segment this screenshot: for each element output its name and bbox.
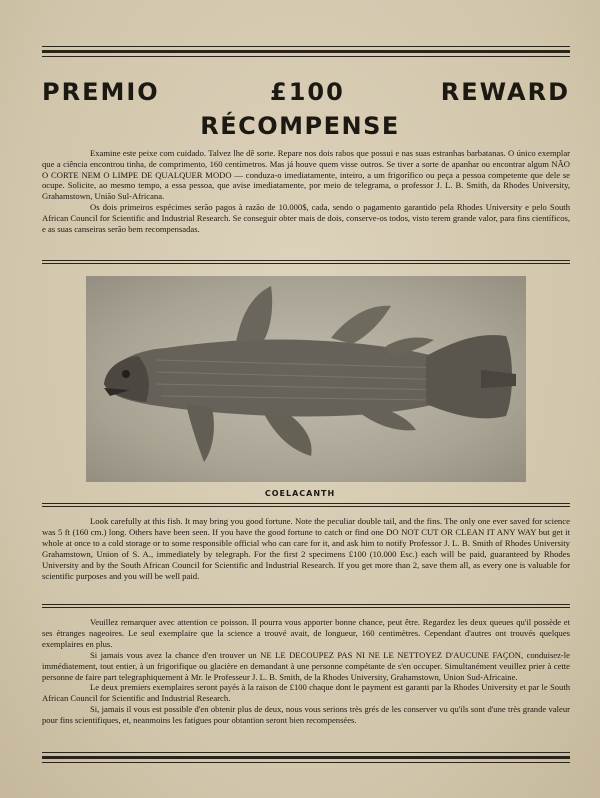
french-paragraph-2: Si jamais vous avez la chance d'en trouver un NE LE DECOUPEZ PAS NI NE LE NETTOYEZ D'AUCUNE FAÇON, conduisez-le immédiatement, tout entier, à un frigorifique ou glacière en demandant à une personne compétante de s'en occuper. Simultanément veuillez prier à cette personne de faire part telegraphiquement à Mr. le Professeur J. L. B. Smith, de la Rhodes University, Grahamstown, Union Sud-Africaine. — [42, 649, 570, 682]
divider-3 — [42, 604, 570, 605]
title-amount: £100 — [270, 78, 345, 106]
title-recompense: RÉCOMPENSE — [200, 112, 400, 140]
bottom-rule — [42, 752, 570, 753]
photo-caption: COELACANTH — [264, 489, 336, 498]
english-text — [42, 516, 570, 582]
coelacanth-illustration — [86, 276, 526, 482]
top-rule — [42, 46, 570, 47]
french-paragraph-1: Veuillez remarquer avec attention ce poisson. Il pourra vous apporter bonne chance, peut être. Regardez les deux queues qu'il possède et ses étranges nageoires. Le seul exemplaire que la science a trouvé avait, de longueur, 160 centimètres. Cependant d'autres ont trouvés quelques exemplaires en plus. — [42, 617, 570, 649]
divider-2b — [42, 506, 570, 507]
french-paragraph-3: Le deux premiers exemplaires seront payés à la raison de £100 chaque dont le payment est garanti par la Rhodes University et par le South African Council for Scientific and Industrial Research. — [42, 682, 570, 704]
divider-1 — [42, 260, 570, 261]
portuguese-paragraph-1: Examine este peixe com cuidado. Talvez lhe dê sorte. Repare nos dois rabos que possui e nas suas estranhas barbatanas. O único exemplar que a ciência encontrou tinha, de comprimento, 160 centímetros. Mas já houve quem visse outros. Se tiver a sorte de apanhar ou encontrar algum NÃO O CORTE NEM O LIMPE DE QUALQUER MODO — conduza-o imediatamente, inteiro, a um frigorífico ou peça a pessoa competente que dele se ocupe. Solicite, ao mesmo tempo, a essa pessoa, que avise imediatamente, por meio de telegrama, o professor J. L. B. Smith, da Rhodes University, Grahamstown, União Sul-Africana. — [42, 148, 570, 202]
coelacanth-photo — [86, 276, 526, 482]
english-paragraph-1: Look carefully at this fish. It may bring you good fortune. Note the peculiar double tail, and the fins. The only one ever saved for science was 5 ft (160 cm.) long. Others have been seen. If you have the good fortune to catch or find one DO NOT CUT OR CLEAN IT ANY WAY but get it whole at once to a cold storage or to some responsible official who can care for it, and ask him to notify Professor J. L. B. Smith of Rhodes University Grahamstown, Union of S. A., immediately by telegraph. For the first 2 specimens £100 (10.000 Esc.) each will be paid, guaranteed by Rhodes University and by the South African Council for Scientific and Industrial Research. If you get more than 2, save them all, as every one is valuable for scientific purposes and you will be well paid. — [42, 516, 570, 581]
french-paragraph-4: Si, jamais il vous est possible d'en obtenir plus de deux, nous vous serions très grés de les conserver vu qu'ils sont d'une très grande valeur pour fins scientifiques, et, neanmoins les fatigues pour obtantion seront bien recompensées. — [42, 704, 570, 726]
title-reward: REWARD — [440, 78, 570, 106]
top-rule-thick — [42, 50, 570, 53]
bottom-rule-thick — [42, 756, 570, 759]
portuguese-text — [42, 148, 570, 234]
french-text — [42, 617, 570, 726]
bottom-rule-2 — [42, 762, 570, 763]
divider-3b — [42, 607, 570, 608]
top-rule-2 — [42, 56, 570, 57]
portuguese-paragraph-2: Os dois primeiros espécimes serão pagos à razão de 10.000$, cada, sendo o pagamento garantido pela Rhodes University e pelo South African Council for Scientific and Industrial Research. Se conseguir obter mais de dois, conserve-os todos, visto terem grande valor, para fins científicos, e as suas canseiras serão bem recompensadas. — [42, 201, 570, 234]
divider-2 — [42, 503, 570, 504]
header-row — [42, 78, 570, 108]
divider-1b — [42, 263, 570, 264]
title-premio: PREMIO — [42, 78, 160, 106]
